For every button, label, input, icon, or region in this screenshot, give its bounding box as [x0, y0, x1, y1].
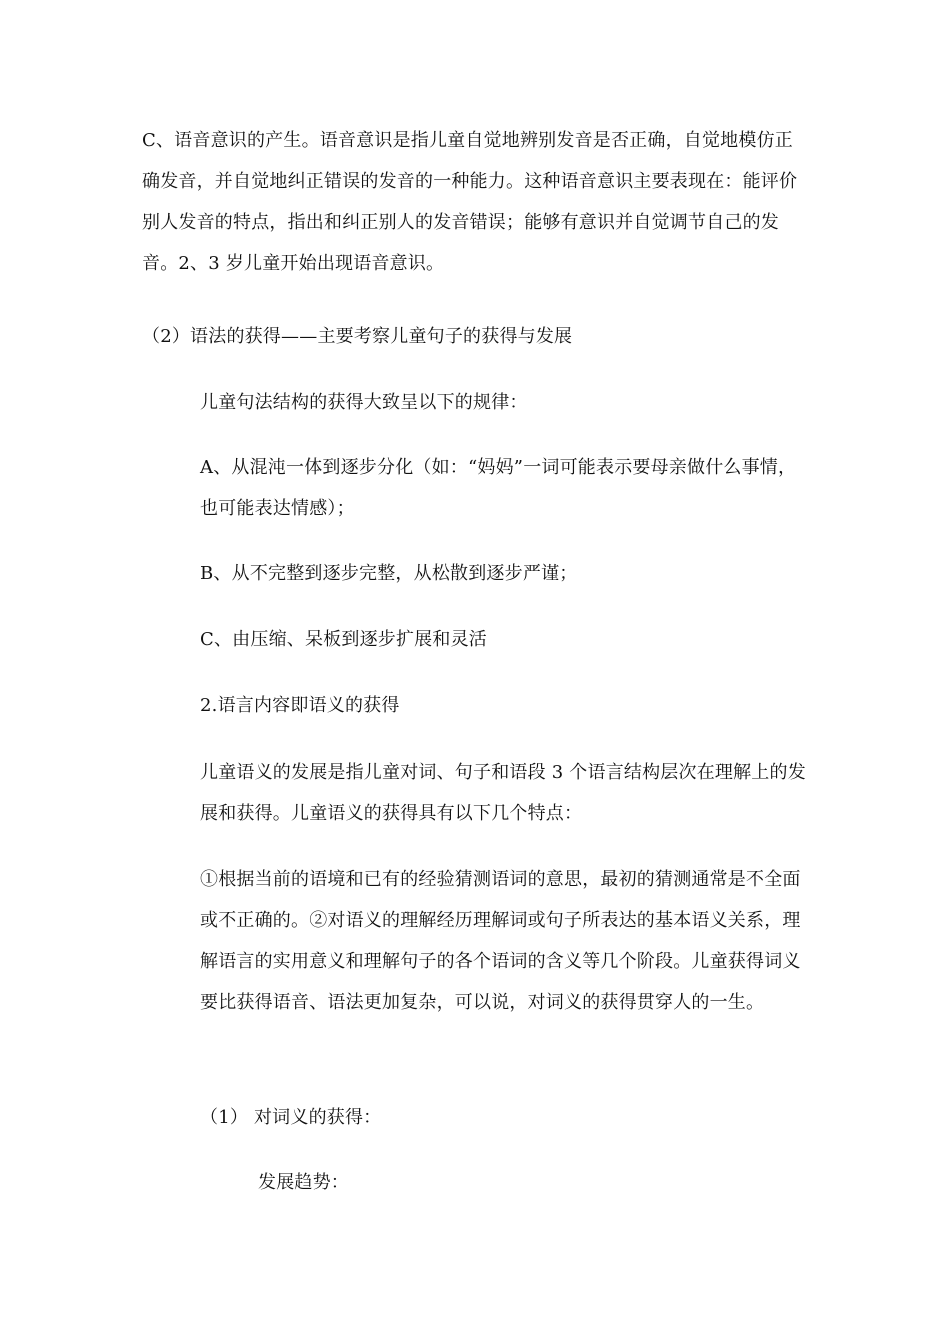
heading-semantic-acquisition: 2.语言内容即语义的获得	[200, 695, 400, 716]
heading-word-meaning: （1） 对词义的获得：	[200, 1107, 382, 1128]
heading-development-trend: 发展趋势：	[258, 1172, 349, 1193]
paragraph-semantic-features: ①根据当前的语境和已有的经验猜测语词的意思，最初的猜测通常是不全面或不正确的。②对语义的理解经历理解词或句子所表达的基本语义关系，理解语言的实用意义和理解句子的各个语词的含义等几个阶段。儿童获得词义要比获得语音、语法更加复杂，可以说，对词义的获得贯穿人的一生。	[200, 869, 801, 1013]
list-item-c: C、由压缩、呆板到逐步扩展和灵活	[200, 629, 487, 650]
list-item-a: A、从混沌一体到逐步分化（如：“妈妈”一词可能表示要母亲做什么事情，也可能表达情感）；	[200, 457, 797, 519]
paragraph-syntax-rules-intro: 儿童句法结构的获得大致呈以下的规律：	[200, 392, 528, 413]
heading-grammar-acquisition: （2）语法的获得——主要考察儿童句子的获得与发展	[142, 326, 573, 347]
paragraph-phonological-awareness: C、语音意识的产生。语音意识是指儿童自觉地辨别发音是否正确，自觉地模仿正确发音，并自觉地纠正错误的发音的一种能力。这种语音意识主要表现在：能评价别人发音的特点，指出和纠正别人的发音错误；能够有意识并自觉调节自己的发音。2、3 岁儿童开始出现语音意识。	[142, 130, 798, 274]
paragraph-semantic-development: 儿童语义的发展是指儿童对词、句子和语段 3 个语言结构层次在理解上的发展和获得。儿童语义的获得具有以下几个特点：	[200, 762, 806, 824]
list-item-b: B、从不完整到逐步完整，从松散到逐步严谨；	[200, 563, 578, 584]
